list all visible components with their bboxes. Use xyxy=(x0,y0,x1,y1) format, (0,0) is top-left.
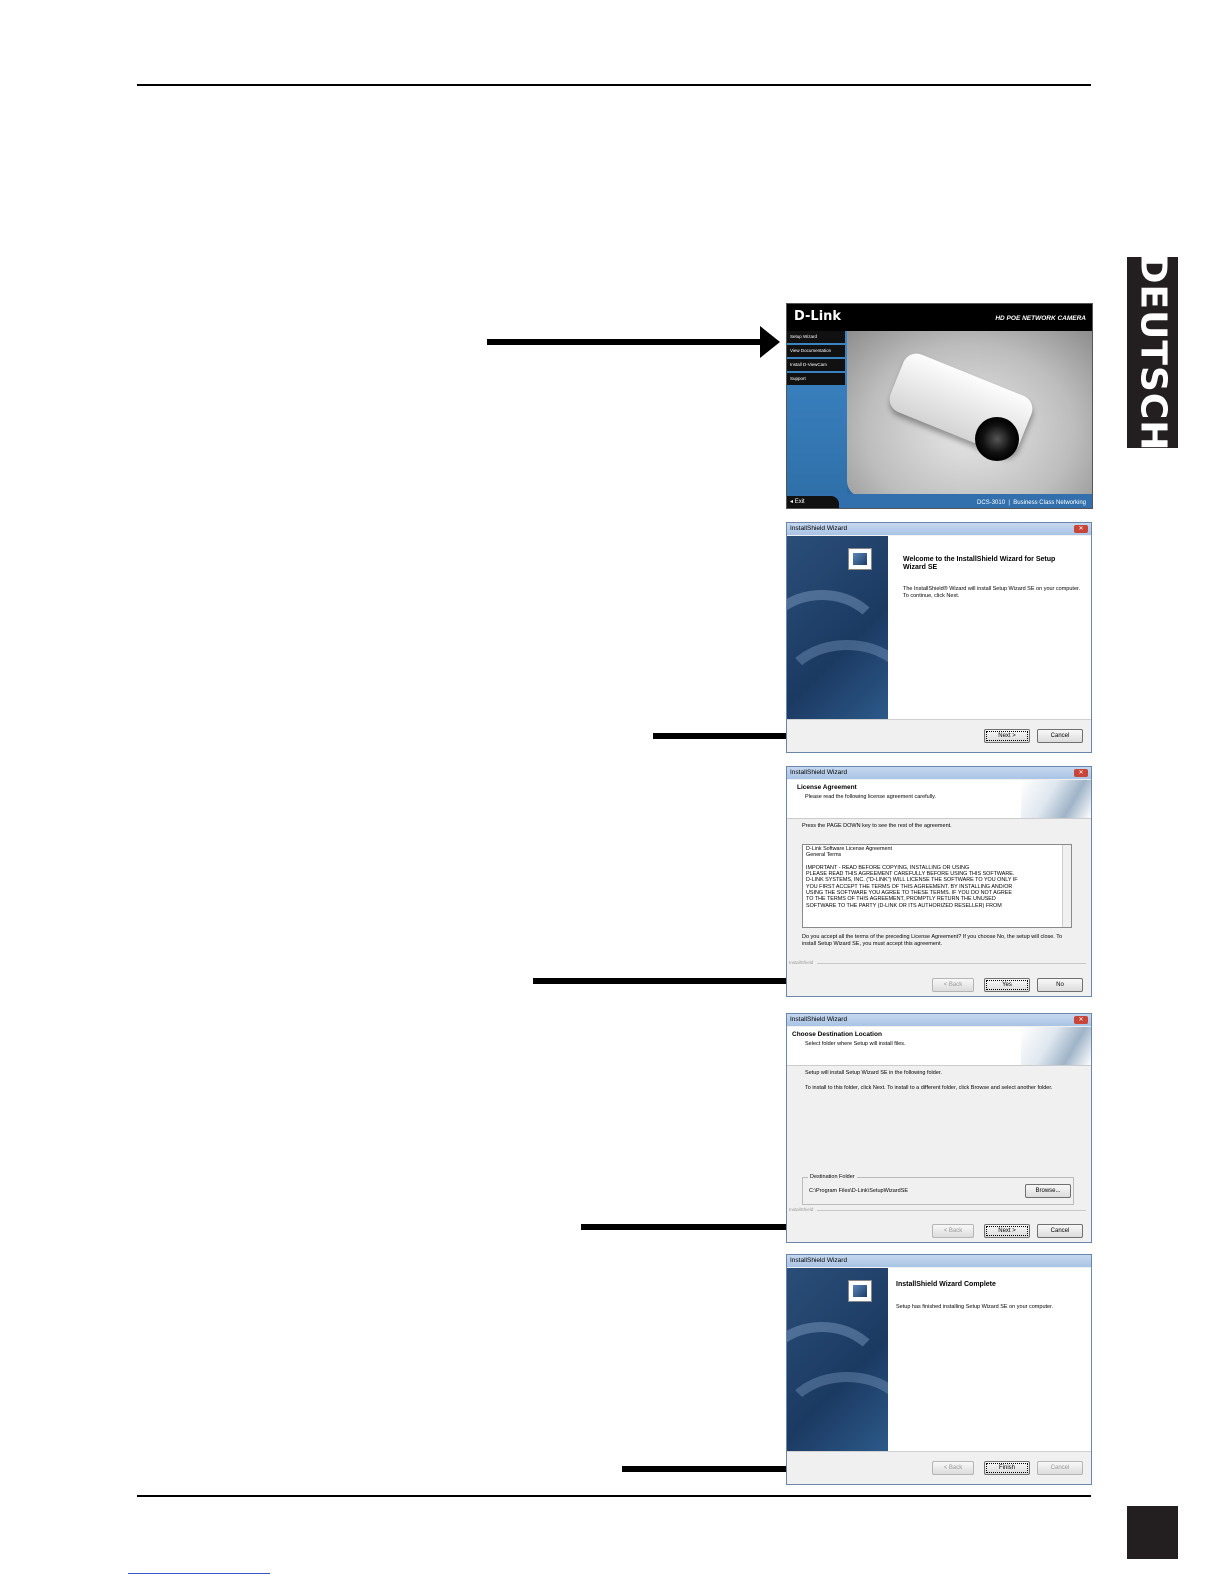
camera-photo xyxy=(847,331,1092,497)
license-line: SOFTWARE TO THE PARTY (D-LINK OR ITS AUTHORIZED RESELLER) FROM xyxy=(806,902,1002,909)
wizard-heading: Welcome to the InstallShield Wizard for Setup Wizard SE xyxy=(903,556,1056,571)
header-rule xyxy=(137,84,1091,86)
close-icon[interactable]: ✕ xyxy=(1074,1016,1088,1024)
footer-rule xyxy=(137,1495,1091,1497)
language-tab xyxy=(1127,253,1178,452)
license-wizard-window xyxy=(786,766,1092,997)
button-bar xyxy=(787,1451,1091,1484)
autorun-footer xyxy=(787,494,1092,508)
window-title: InstallShield Wizard xyxy=(790,1257,848,1264)
dlink-logo: D-Link xyxy=(794,309,842,324)
cancel-button[interactable]: Cancel xyxy=(1037,729,1083,743)
tagline: Business Class Networking xyxy=(1013,500,1086,506)
yes-button[interactable]: Yes xyxy=(984,978,1030,992)
wizard-side-graphic xyxy=(787,1268,888,1452)
cancel-button[interactable]: Cancel xyxy=(1037,1461,1083,1475)
wizard-heading: InstallShield Wizard Complete xyxy=(896,1281,996,1288)
window-title: InstallShield Wizard xyxy=(790,1016,848,1023)
installshield-brand: InstallShield xyxy=(789,960,814,965)
license-line: YOU FIRST ACCEPT THE TERMS OF THIS AGREEMENT. BY INSTALLING AND/OR xyxy=(806,883,1013,890)
wizard-subheading: Please read the following license agreement carefully. xyxy=(805,794,937,800)
license-line: IMPORTANT - READ BEFORE COPYING, INSTALLING OR USING xyxy=(806,864,970,871)
close-icon[interactable]: ✕ xyxy=(1074,525,1088,533)
window-titlebar xyxy=(787,1014,1091,1026)
product-name: HD POE NETWORK CAMERA xyxy=(995,315,1086,322)
scrollbar[interactable] xyxy=(1062,845,1071,927)
language-tab-label: DEUTSCH xyxy=(1132,253,1173,452)
menu-support[interactable]: Support xyxy=(787,373,845,385)
model-tagline: DCS-3010 | Business Class Networking xyxy=(977,500,1086,506)
page-number-box xyxy=(1127,1506,1178,1559)
window-titlebar xyxy=(787,523,1091,535)
license-line: USING THE SOFTWARE YOU AGREE TO THESE TERMS. IF YOU DO NOT AGREE xyxy=(806,890,1012,897)
welcome-wizard-window xyxy=(786,522,1092,753)
installshield-brand: InstallShield xyxy=(789,1207,814,1212)
license-line: General Terms xyxy=(806,852,842,859)
divider xyxy=(817,1210,1086,1211)
menu-install-dviewcam[interactable]: Install D-ViewCam xyxy=(787,359,845,371)
menu-view-documentation[interactable]: View Documentation xyxy=(787,345,845,357)
back-button[interactable]: < Back xyxy=(932,1461,974,1475)
install-instructions: To install to this folder, click Next. To install to a different folder, click Browse and select another folder. xyxy=(805,1085,1053,1091)
footer-link-underline xyxy=(128,1573,270,1574)
complete-wizard-window xyxy=(786,1254,1092,1485)
divider xyxy=(817,963,1086,964)
camera-lens xyxy=(975,417,1019,461)
wizard-body: The InstallShield® Wizard will install Setup Wizard SE on your computer. To continue, click Next. xyxy=(903,586,1081,599)
license-text-box[interactable] xyxy=(802,844,1072,928)
finish-button[interactable]: Finish xyxy=(984,1461,1030,1475)
next-button[interactable]: Next > xyxy=(984,1224,1030,1238)
browse-button[interactable]: Browse... xyxy=(1025,1184,1071,1198)
window-title: InstallShield Wizard xyxy=(790,525,848,532)
destination-folder-group xyxy=(802,1174,1074,1205)
exit-button[interactable]: ◂ Exit xyxy=(787,496,839,508)
license-line: D-LINK SYSTEMS, INC. ("D-LINK") WILL LICENSE THE SOFTWARE TO YOU ONLY IF xyxy=(806,877,1018,884)
accept-question: Do you accept all the terms of the preceding License Agreement? If you choose No, the setup will close. To install Setup Wizard SE, you must accept this agreement. xyxy=(802,934,1063,947)
wizard-content xyxy=(888,1268,1091,1452)
model-number: DCS-3010 xyxy=(977,500,1006,506)
button-bar xyxy=(787,1216,1091,1242)
no-button[interactable]: No xyxy=(1037,978,1083,992)
license-line: D-Link Software License Agreement xyxy=(806,846,892,852)
next-button[interactable]: Next > xyxy=(984,729,1030,743)
installer-icon xyxy=(848,548,872,570)
wizard-body: Setup has finished installing Setup Wizard SE on your computer. xyxy=(896,1304,1054,1310)
installer-icon xyxy=(848,1280,872,1302)
destination-folder-label: Destination Folder xyxy=(810,1174,855,1180)
autorun-sidebar xyxy=(787,331,847,501)
button-bar xyxy=(787,970,1091,996)
autorun-header xyxy=(787,304,1092,331)
window-title: InstallShield Wizard xyxy=(790,769,848,776)
menu-setup-wizard[interactable]: Setup Wizard xyxy=(787,331,845,343)
back-button[interactable]: < Back xyxy=(932,1224,974,1238)
close-icon[interactable]: ✕ xyxy=(1074,769,1088,777)
wizard-content xyxy=(888,536,1091,720)
arrow-to-setup-wizard xyxy=(487,339,762,345)
wizard-header xyxy=(787,1027,1091,1066)
back-button[interactable]: < Back xyxy=(932,978,974,992)
wizard-subheading: Select folder where Setup will install files. xyxy=(805,1041,906,1047)
destination-path: C:\Program Files\D-Link\SetupWizardSE xyxy=(809,1188,909,1194)
license-line: PLEASE READ THIS AGREEMENT CAREFULLY BEFORE USING THIS SOFTWARE. xyxy=(806,871,1015,878)
exit-label: Exit xyxy=(794,499,805,505)
page-down-hint: Press the PAGE DOWN key to see the rest of the agreement. xyxy=(802,823,952,829)
wizard-side-graphic xyxy=(787,536,888,720)
cancel-button[interactable]: Cancel xyxy=(1037,1224,1083,1238)
wizard-heading: License Agreement xyxy=(797,784,857,791)
wizard-heading: Choose Destination Location xyxy=(792,1031,882,1038)
window-titlebar xyxy=(787,1255,1091,1267)
button-bar xyxy=(787,719,1091,752)
window-titlebar xyxy=(787,767,1091,779)
autorun-screenshot xyxy=(786,303,1093,509)
destination-wizard-window xyxy=(786,1013,1092,1243)
license-line: TO THE TERMS OF THIS AGREEMENT, PROMPTLY RETURN THE UNUSED xyxy=(806,896,996,903)
install-info: Setup will install Setup Wizard SE in the following folder. xyxy=(805,1070,942,1076)
wizard-header xyxy=(787,780,1091,819)
